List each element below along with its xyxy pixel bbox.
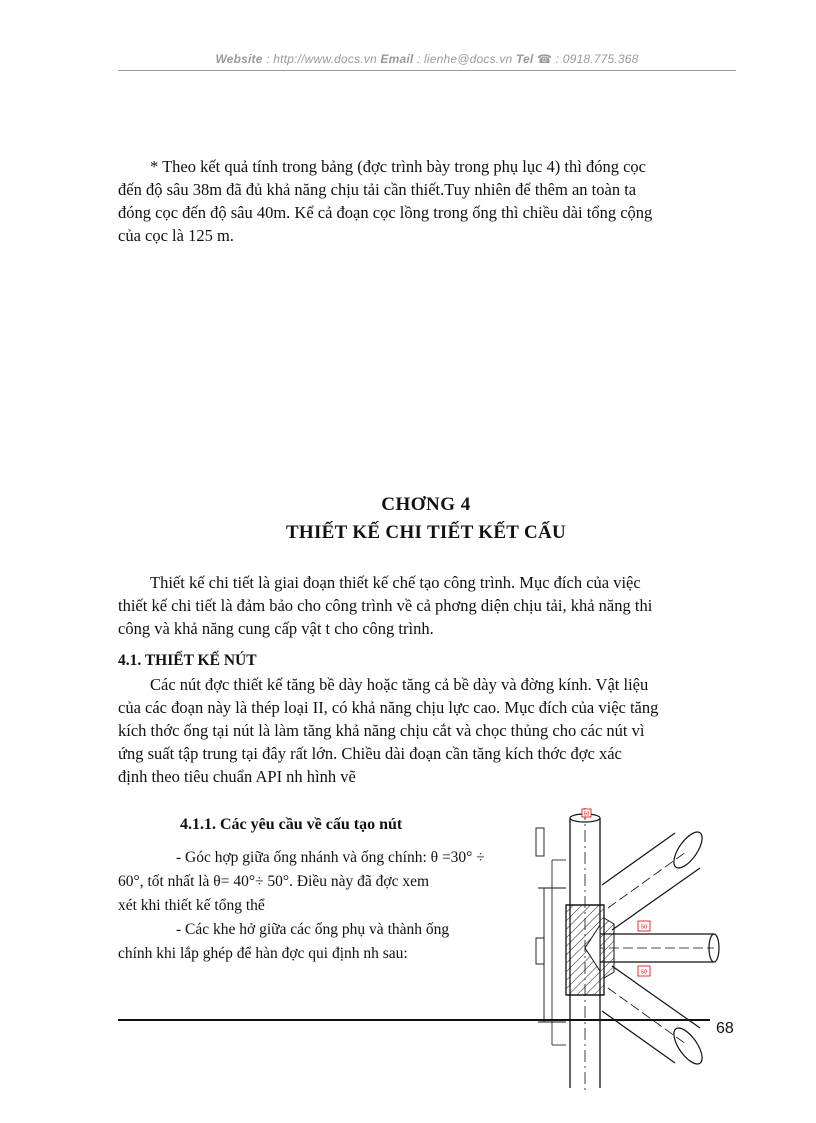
text-line: Thiết kế chi tiết là giai đoạn thiết kế chế tạo công trình. Mục đích của việc [150, 573, 641, 592]
text-line: định theo tiêu chuẩn API nh hình vẽ [118, 767, 356, 786]
chapter-intro-paragraph [118, 571, 734, 640]
figure-label-low [638, 966, 650, 976]
email-label: Email [380, 52, 414, 66]
figure-label-top [582, 809, 591, 818]
text-line: - Góc hợp giữa ống nhánh và ống chính: θ =30° ÷ [176, 849, 485, 866]
requirements-paragraph [118, 846, 548, 966]
text-line: của cọc là 125 m. [118, 226, 234, 245]
section-paragraph [118, 673, 734, 788]
text-line: đến độ sâu 38m đã đủ khả năng chịu tải cần thiết.Tuy nhiên để thêm an toàn ta [118, 180, 637, 199]
header-divider [118, 70, 736, 71]
text-line: ứng suất tập trung tại đây rất lớn. Chiều dài đoạn cần tăng kích thớc đợc xác [118, 744, 622, 763]
dimension-lines [536, 828, 566, 1045]
footer-divider [118, 1019, 710, 1021]
upper-brace [602, 828, 707, 930]
text-line: kích thớc ống tại nút là làm tăng khả năng chịu cắt và chọc thủng cho các nút vì [118, 721, 645, 740]
figure-label-text: 50 [640, 969, 648, 976]
text-line: công và khả năng cung cấp vật t cho công trình. [118, 619, 434, 638]
figure-label-mid [638, 921, 650, 931]
figure-label-text: 50 [640, 924, 648, 931]
subsection-title: 4.1.1. Các yêu cầu về cấu tạo nút [180, 816, 403, 833]
figure-label-text: 50 [583, 811, 590, 818]
website-value: : http://www.docs.vn [262, 52, 381, 66]
text-line: chính khi lắp ghép để hàn đợc qui định nh sau: [118, 945, 408, 962]
text-line: * Theo kết quả tính trong bảng (đợc trình bày trong phụ lục 4) thì đóng cọc [150, 157, 646, 176]
tubular-joint-figure [500, 800, 730, 1090]
tel-label: Tel [515, 52, 534, 66]
section-title: 4.1. THIẾT KẾ NÚT [118, 652, 257, 669]
page-header [118, 52, 736, 66]
chapter-number: CHƠNG 4 [381, 494, 471, 515]
text-line: 60°, tốt nhất là θ= 40°÷ 50°. Điều này đã đợc xem [118, 873, 430, 890]
text-line: đóng cọc đến độ sâu 40m. Kể cả đoạn cọc lồng trong ống thì chiều dài tổng cộng [118, 203, 653, 222]
intro-paragraph [118, 155, 734, 247]
text-line: của các đoạn này là thép loại II, có khả năng chịu lực cao. Mục đích của việc tăng [118, 698, 659, 717]
main-chord [566, 808, 614, 1090]
text-line: xét khi thiết kế tổng thể [118, 897, 265, 914]
tel-value: ☎ : 0918.775.368 [533, 52, 639, 66]
text-line: thiết kế chi tiết là đảm bảo cho công trình về cả phơng diện chịu tải, khả năng thi [118, 596, 653, 615]
chapter-title: THIẾT KẾ CHI TIẾT KẾT CẤU [285, 522, 567, 543]
website-label: Website [215, 52, 263, 66]
lower-brace [602, 966, 707, 1068]
text-line: - Các khe hở giữa các ống phụ và thành ống [176, 921, 450, 938]
page-number: 68 [716, 1020, 734, 1037]
text-line: Các nút đợc thiết kế tăng bề dày hoặc tăng cả bề dày và đờng kính. Vật liệu [150, 675, 649, 694]
email-value: : lienhe@docs.vn [413, 52, 516, 66]
